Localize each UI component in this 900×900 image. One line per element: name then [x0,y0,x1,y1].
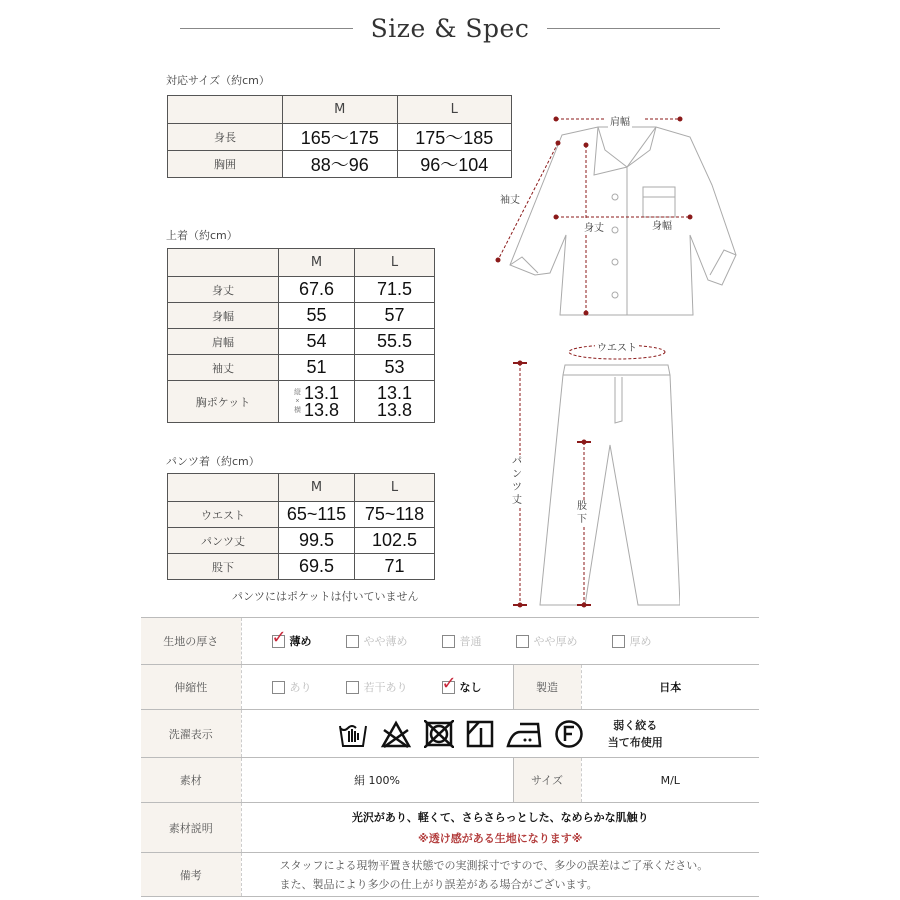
header-l: L [355,474,435,502]
pocket-l-height: 13.1 [376,382,413,403]
spec-table [141,617,759,897]
value-l: 75~118 [355,502,435,528]
value-l: 53 [355,355,435,381]
value-m: 88〜96 [283,151,398,178]
pocket-height-mark: 縦 [293,389,301,396]
title-bar [180,10,720,46]
washing-label: 洗濯表示 [141,710,241,758]
checkbox-icon [272,681,285,694]
pocket-times-mark: × [295,398,300,405]
top-table-label: 上着（約cm） [166,229,238,242]
row-label: 袖丈 [168,355,279,381]
material-value: 絹 100% [241,758,513,803]
value-m: 54 [279,329,355,355]
header-m: M [279,249,355,277]
shoulder-label: 肩幅 [608,113,632,128]
header-l: L [397,96,512,124]
no-bleach-icon [380,720,412,748]
inseam-label: 股下 [577,500,591,526]
length-label: 身丈 [584,219,604,234]
no-tumble-dry-icon [424,720,454,748]
thickness-options [241,618,759,665]
checkbox-checked-icon [442,681,455,694]
pants-table-label: パンツ着（約cm） [166,455,260,468]
pants-outline-icon [500,335,680,610]
value-l: 71.5 [355,277,435,303]
width-label: 身幅 [652,221,672,232]
row-label: 胸ポケット [168,381,279,423]
thickness-option-slightly-thin: やや薄め [346,633,408,649]
page-title: Size & Spec [370,13,530,43]
checkbox-icon [612,635,625,648]
iron-medium-icon [506,720,542,748]
header-empty [168,96,283,124]
value-l: 175〜185 [397,124,512,151]
pants-length-label: パンツ丈 [512,455,526,507]
stretch-option-none: ✓ なし [442,679,482,695]
pocket-m-width: 13.8 [303,399,340,420]
stretch-label: 伸縮性 [141,665,241,710]
header-l: L [355,249,435,277]
made-label: 製造 [513,665,581,710]
thickness-label: 生地の厚さ [141,618,241,665]
header-m: M [279,474,355,502]
shade-dry-icon [466,720,494,748]
checkbox-icon [442,635,455,648]
checkbox-icon [346,635,359,648]
pants-table [167,473,435,580]
size-table-label: 対応サイズ（約cm） [166,74,270,87]
made-value: 日本 [581,665,759,710]
thickness-option-slightly-thick: やや厚め [516,633,578,649]
row-label: 胸囲 [168,151,283,178]
top-table [167,248,435,423]
thickness-option-normal: 普通 [442,633,482,649]
pants-diagram [500,335,680,610]
row-label: 肩幅 [168,329,279,355]
value-m: 65~115 [279,502,355,528]
value-m: 51 [279,355,355,381]
pants-note: パンツにはポケットは付いていません [232,590,419,603]
row-label: 身幅 [168,303,279,329]
value-m: 67.6 [279,277,355,303]
hand-wash-icon [338,720,368,748]
sleeve-label: 袖丈 [500,195,520,206]
header-empty [168,249,279,277]
row-label: 身長 [168,124,283,151]
shirt-diagram [480,105,740,330]
size-value: M/L [581,758,759,803]
header-m: M [283,96,398,124]
value-m: 165〜175 [283,124,398,151]
shirt-outline-icon [480,105,740,330]
description-value: 光沢があり、軽くて、さらさらっとした、なめらかな肌触り ※透け感がある生地になります※ [241,803,759,853]
row-label: 股下 [168,554,279,580]
title-rule-right [547,28,720,29]
thickness-option-thin: ✓ 薄め [272,633,312,649]
checkbox-icon [346,681,359,694]
thickness-option-thick: 厚め [612,633,652,649]
description-label: 素材説明 [141,803,241,853]
stretch-option-slight: 若干あり [346,679,408,695]
title-rule-left [180,28,353,29]
size-label: サイズ [513,758,581,803]
checkbox-checked-icon [272,635,285,648]
material-label: 素材 [141,758,241,803]
remarks-value: スタッフによる現物平置き状態での実測採寸ですので、多少の誤差はご了承ください。 また、製品により多少の仕上がり誤差がある場合がございます。 [241,853,759,897]
value-l: 55.5 [355,329,435,355]
value-l: 102.5 [355,528,435,554]
remarks-label: 備考 [141,853,241,897]
pocket-m [279,381,355,423]
washing-symbols [241,710,759,758]
header-empty [168,474,279,502]
washing-note: 弱く絞る 当て布使用 [607,718,663,749]
stretch-options [241,665,513,710]
row-label: パンツ丈 [168,528,279,554]
value-m: 69.5 [279,554,355,580]
pocket-width-mark: 横 [293,407,301,414]
value-l: 71 [355,554,435,580]
row-label: ウエスト [168,502,279,528]
value-l: 96〜104 [397,151,512,178]
value-l: 57 [355,303,435,329]
waist-label: ウエスト [595,339,639,354]
pocket-l [355,381,435,423]
pocket-l-width: 13.8 [376,399,413,420]
pocket-m-height: 13.1 [303,382,340,403]
value-m: 99.5 [279,528,355,554]
dry-clean-f-icon [554,719,584,749]
stretch-option-yes: あり [272,679,312,695]
value-m: 55 [279,303,355,329]
row-label: 身丈 [168,277,279,303]
size-table [167,95,512,178]
checkbox-icon [516,635,529,648]
